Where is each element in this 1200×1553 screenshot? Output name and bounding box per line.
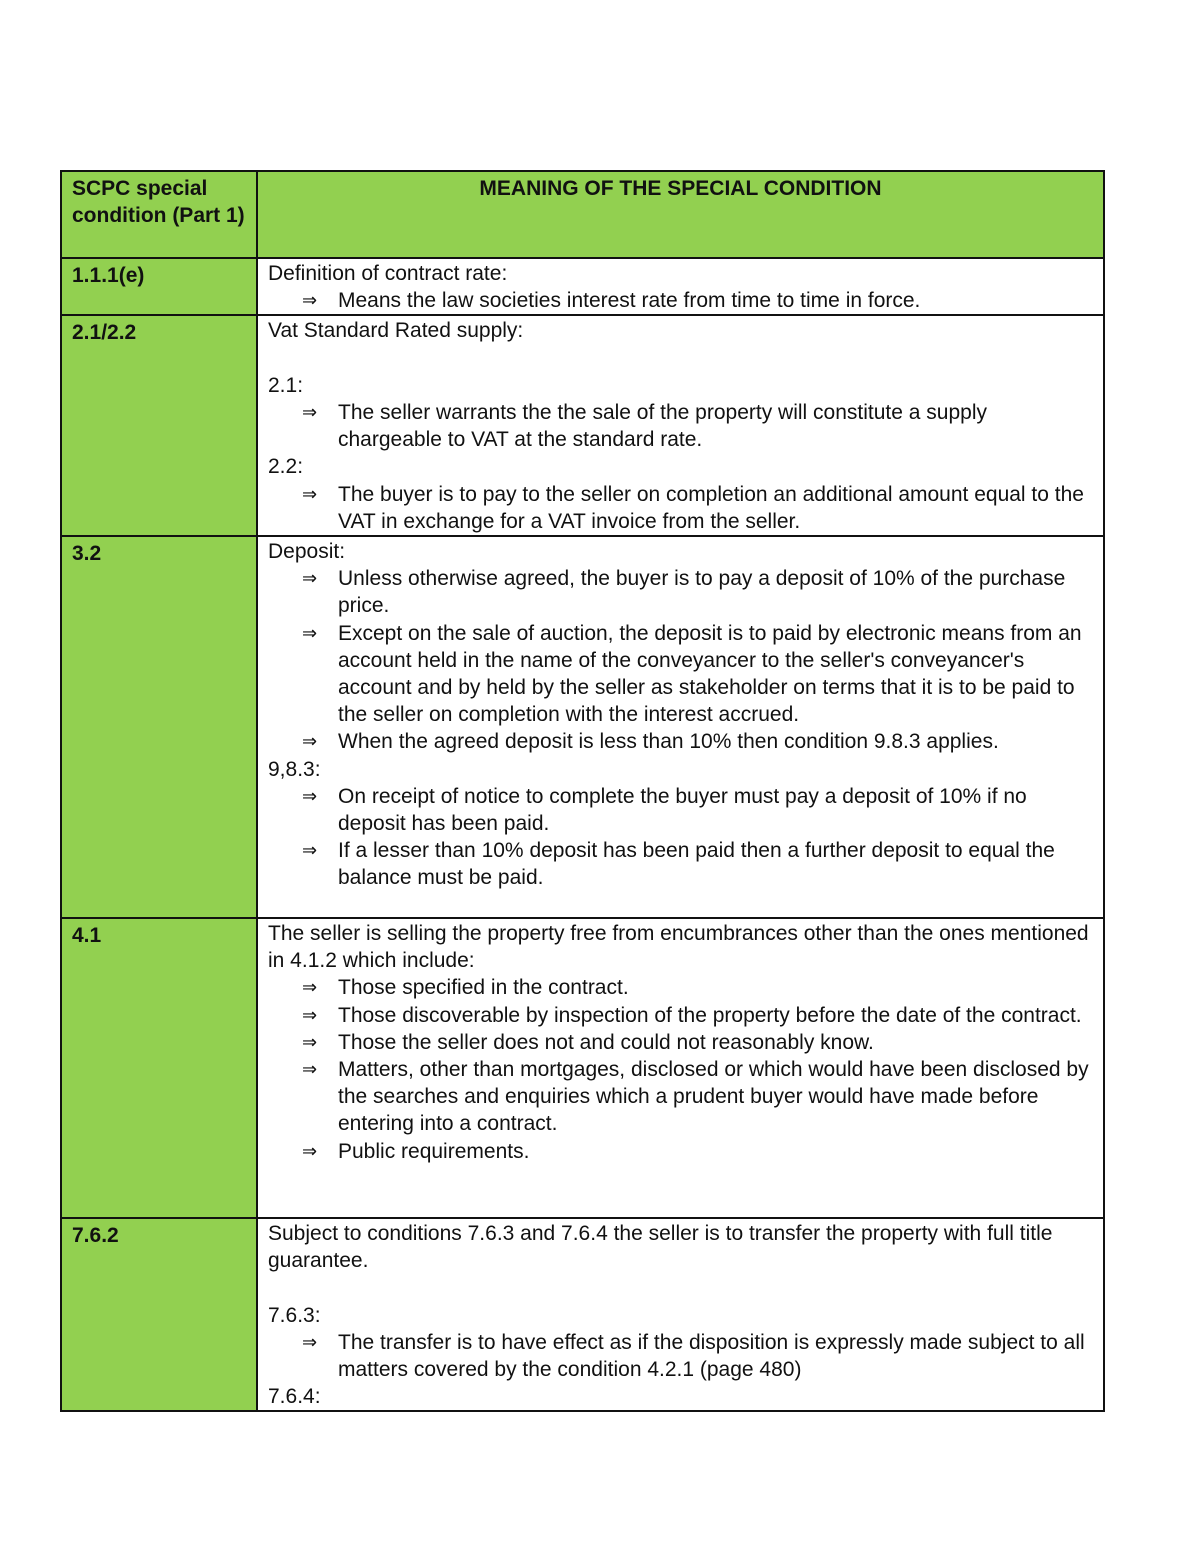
list-item bbox=[302, 287, 1093, 314]
bullet-text: Those the seller does not and could not reasonably know. bbox=[338, 1030, 874, 1054]
bullet-text: The transfer is to have effect as if the disposition is expressly made subject to all matters covered by the condition 4.2.1 (page 480) bbox=[338, 1330, 1085, 1382]
condition-ref: 1.1.1(e) bbox=[61, 258, 257, 315]
bullet-text: Except on the sale of auction, the deposit is to paid by electronic means from an account held in the name of the conveyancer to the seller's conveyancer's account and by held by the seller as stakeholder on terms that it is to be paid to the seller on completion with the interest accrued. bbox=[338, 621, 1082, 727]
bullet-text: If a lesser than 10% deposit has been paid then a further deposit to equal the balance must be paid. bbox=[338, 839, 1055, 890]
arrow-icon: ⇒ bbox=[302, 1004, 318, 1026]
bullet-list bbox=[268, 481, 1093, 535]
bullet-text: The seller warrants the the sale of the property will constitute a supply chargeable to VAT at the standard rate. bbox=[338, 401, 987, 452]
bullet-text: Means the law societies interest rate from time to time in force. bbox=[338, 289, 921, 313]
row-title: Vat Standard Rated supply: bbox=[268, 319, 524, 343]
sub-label: 2.1: bbox=[268, 373, 304, 397]
bullet-text: Those discoverable by inspection of the property before the date of the contract. bbox=[338, 1003, 1082, 1027]
arrow-icon: ⇒ bbox=[302, 785, 318, 807]
bullet-list bbox=[268, 399, 1093, 453]
list-item bbox=[302, 837, 1093, 891]
list-item bbox=[302, 974, 1093, 1001]
bullet-list bbox=[268, 1329, 1093, 1383]
arrow-icon: ⇒ bbox=[302, 290, 318, 312]
row-intro: Subject to conditions 7.6.3 and 7.6.4 the seller is to transfer the property with full title guarantee. bbox=[268, 1222, 1053, 1273]
condition-ref: 2.1/2.2 bbox=[61, 315, 257, 536]
arrow-icon: ⇒ bbox=[302, 731, 318, 753]
condition-meaning bbox=[257, 1218, 1104, 1411]
bullet-text: Unless otherwise agreed, the buyer is to pay a deposit of 10% of the purchase price. bbox=[338, 567, 1066, 618]
arrow-icon: ⇒ bbox=[302, 977, 318, 999]
bullet-list bbox=[268, 783, 1093, 892]
sub-label: 7.6.3: bbox=[268, 1303, 321, 1327]
arrow-icon: ⇒ bbox=[302, 1059, 318, 1081]
bullet-list bbox=[268, 565, 1093, 755]
spacer bbox=[268, 345, 1093, 372]
arrow-icon: ⇒ bbox=[302, 1331, 318, 1353]
row-title: Deposit: bbox=[268, 540, 346, 564]
table-row bbox=[61, 315, 1104, 536]
condition-meaning bbox=[257, 258, 1104, 315]
row-intro: The seller is selling the property free from encumbrances other than the ones mentioned in 4.1.2 which include: bbox=[268, 922, 1089, 973]
bullet-text: When the agreed deposit is less than 10% then condition 9.8.3 applies. bbox=[338, 730, 999, 754]
list-item bbox=[302, 1029, 1093, 1056]
list-item bbox=[302, 1138, 1093, 1165]
arrow-icon: ⇒ bbox=[302, 1031, 318, 1053]
list-item bbox=[302, 565, 1093, 619]
list-item bbox=[302, 1056, 1093, 1138]
arrow-icon: ⇒ bbox=[302, 840, 318, 862]
header-ref-cell: SCPC special condition (Part 1) bbox=[61, 171, 257, 258]
table-row bbox=[61, 258, 1104, 315]
table-header-row bbox=[61, 171, 1104, 258]
list-item bbox=[302, 728, 1093, 755]
bullet-text: On receipt of notice to complete the buyer must pay a deposit of 10% if no deposit has been paid. bbox=[338, 784, 1027, 836]
bullet-text: The buyer is to pay to the seller on completion an additional amount equal to the VAT in exchange for a VAT invoice from the seller. bbox=[338, 482, 1084, 533]
list-item bbox=[302, 399, 1093, 453]
condition-meaning bbox=[257, 536, 1104, 918]
list-item bbox=[302, 783, 1093, 837]
table-row bbox=[61, 536, 1104, 918]
list-item bbox=[302, 1329, 1093, 1383]
bullet-list bbox=[268, 974, 1093, 1164]
condition-ref: 4.1 bbox=[61, 918, 257, 1218]
row-title: Definition of contract rate: bbox=[268, 262, 508, 285]
arrow-icon: ⇒ bbox=[302, 622, 318, 644]
bullet-text: Matters, other than mortgages, disclosed or which would have been disclosed by the searches and enquiries which a prudent buyer would have made before entering into a contract. bbox=[338, 1058, 1089, 1136]
list-item bbox=[302, 481, 1093, 535]
sub-label: 9,8.3: bbox=[268, 757, 321, 781]
spacer bbox=[268, 1274, 1093, 1301]
condition-ref: 7.6.2 bbox=[61, 1218, 257, 1411]
list-item bbox=[302, 620, 1093, 729]
arrow-icon: ⇒ bbox=[302, 568, 318, 590]
condition-meaning bbox=[257, 315, 1104, 536]
bullet-list bbox=[268, 287, 1093, 314]
table-row bbox=[61, 918, 1104, 1218]
arrow-icon: ⇒ bbox=[302, 483, 318, 505]
list-item bbox=[302, 1002, 1093, 1029]
arrow-icon: ⇒ bbox=[302, 1140, 318, 1162]
sub-label: 2.2: bbox=[268, 455, 304, 479]
bullet-text: Those specified in the contract. bbox=[338, 976, 629, 1000]
arrow-icon: ⇒ bbox=[302, 402, 318, 423]
table-row bbox=[61, 1218, 1104, 1411]
header-meaning-cell: MEANING OF THE SPECIAL CONDITION bbox=[257, 171, 1104, 258]
sub-label: 7.6.4: bbox=[268, 1385, 321, 1409]
special-conditions-table bbox=[60, 170, 1105, 1412]
bullet-text: Public requirements. bbox=[338, 1139, 530, 1163]
condition-meaning bbox=[257, 918, 1104, 1218]
condition-ref: 3.2 bbox=[61, 536, 257, 918]
